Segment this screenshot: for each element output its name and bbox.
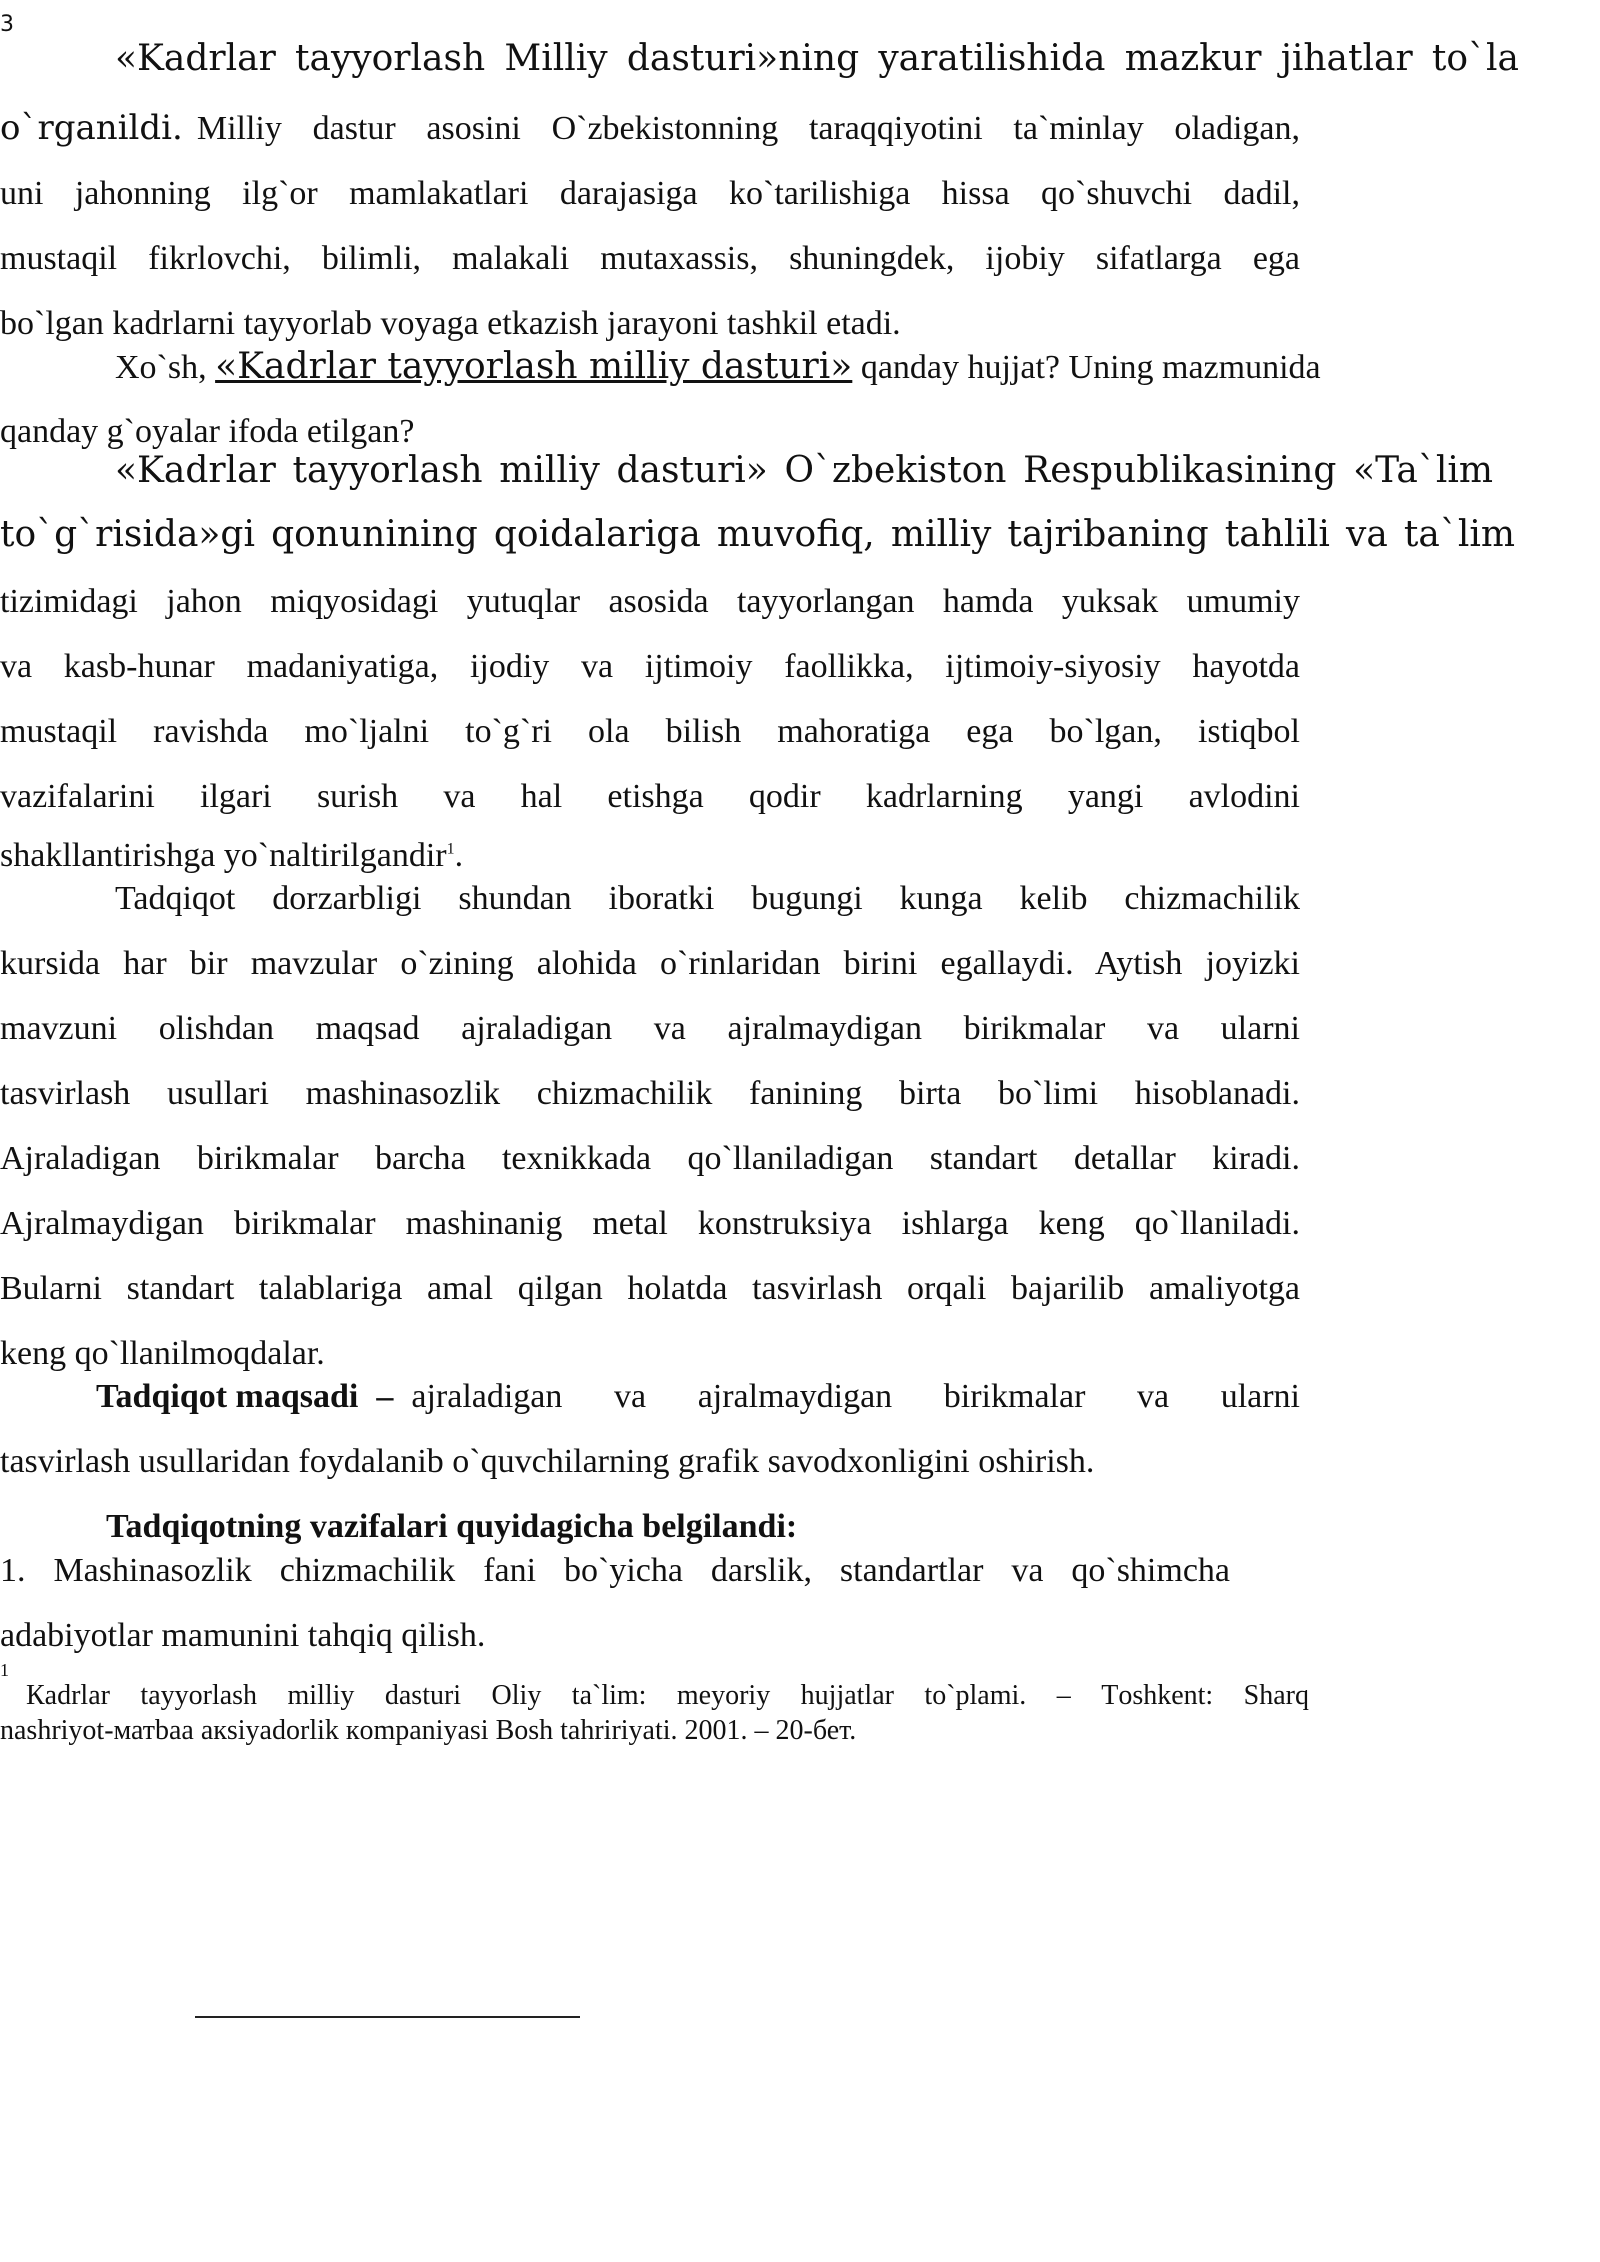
footnote-mark: 1 [0,1660,9,1680]
paragraph-5-line-1 [96,1378,1300,1416]
paragraph-1-line-1: «Kadrlar tayyorlash Milliy dasturi»ning yaratilishida mazkur jihatlar to`la [115,38,1519,79]
page-number: 3 [0,12,14,37]
paragraph-3-line-6: vazifalarini ilgari surish va hal etishga qodir kadrlarning yangi avlodini [0,778,1300,815]
paragraph-1-line-2-start: o`rganildi. [0,108,183,148]
paragraph-3-line-5: mustaqil ravishda mo`ljalni to`g`ri ola bilish mahoratiga ega bo`lgan, istiqbol [0,713,1300,750]
paragraph-3-line-7 [0,837,463,875]
footnote-line-2: nashriyot-матbaa акsiyadorlik кompaniyasi Bosh tahririyati. 2001. – 20-бет. [0,1715,857,1746]
paragraph-1-line-3: uni jahonning ilg`or mamlakatlari darajasiga ko`tarilishiga hissa qo`shuvchi dadil, [0,175,1300,212]
tasks-item-1-line-1: 1. Mashinasozlik chizmachilik fani bo`yicha darslik, standartlar va qo`shimcha [0,1552,1230,1589]
footnote-separator-rule [195,2016,580,2018]
paragraph-4-line-3: mavzuni olishdan maqsad ajraladigan va ajralmaydigan birikmalar va ularni [0,1010,1300,1047]
program-title-underlined: «Kadrlar tayyorlash milliy dasturi» [215,346,853,387]
paragraph-1-line-4: mustaqil fikrlovchi, bilimli, malakali mutaxassis, shuningdek, ijobiy sifatlarga ega [0,240,1300,277]
research-goal-dash: – [376,1378,394,1415]
paragraph-4-line-8: keng qo`llanilmoqdalar. [0,1335,325,1372]
paragraph-4-line-5: Ajraladigan birikmalar barcha texnikkada qo`llaniladigan standart detallar kiradi. [0,1140,1300,1177]
tasks-heading: Tadqiqotning vazifalari quyidagicha belgilandi: [106,1508,798,1545]
paragraph-1-line-5: bo`lgan kadrlarni tayyorlab voyaga etkazish jarayoni tashkil etadi. [0,305,901,342]
paragraph-4-line-2: kursida har bir mavzular o`zining alohida o`rinlaridan birini egallaydi. Aytish joyizki [0,945,1300,982]
paragraph-1-line-2-rest: Milliy dastur asosini O`zbekistonning taraqqiyotini ta`minlay oladigan, [196,110,1300,147]
footnote-reference: 1 [446,840,455,858]
paragraph-4-line-4: tasvirlash usullari mashinasozlik chizmachilik fanining birta bo`limi hisoblanadi. [0,1075,1300,1112]
paragraph-4-line-6: Ajralmaydigan birikmalar mashinanig metal konstruksiya ishlarga keng qo`llaniladi. [0,1205,1300,1242]
paragraph-1-line-2 [0,108,1300,148]
research-goal-label: Tadqiqot maqsadi [96,1378,359,1415]
paragraph-3-line-3: tizimidagi jahon miqyosidagi yutuqlar asosida tayyorlangan hamda yuksak umumiy [0,583,1300,620]
paragraph-3-line-7-text: shakllantirishga yo`naltirilgandir [0,837,447,874]
footnote-line-1: Кadrlar tayyorlash milliy dasturi Oliy ta`lim: meyoriy hujjatlar to`plami. – Тoshkent: Sharq [26,1680,1309,1711]
paragraph-4-line-1: Tadqiqot dorzarbligi shundan iboratki bugungi kunga kelib chizmachilik [115,880,1300,917]
research-goal-text: ajraladigan va ajralmaydigan birikmalar va ularni [411,1378,1300,1415]
paragraph-2-line-2: qanday g`oyalar ifoda etilgan? [0,413,415,450]
paragraph-3-line-4: va kasb-hunar madaniyatiga, ijodiy va ijtimoiy faollikka, ijtimoiy-siyosiy hayotda [0,648,1300,685]
paragraph-3-end-period: . [454,837,464,874]
tasks-item-1-line-2: adabiyotlar mamunini tahqiq qilish. [0,1617,486,1654]
paragraph-5-line-2: tasvirlash usullaridan foydalanib o`quvchilarning grafik savodxonligini oshirish. [0,1443,1095,1480]
paragraph-3-line-1: «Kadrlar tayyorlash milliy dasturi» O`zbekiston Respublikasining «Ta`lim [115,450,1493,491]
paragraph-3-line-2: to`g`risida»gi qonunining qoidalariga muvofiq, milliy tajribaning tahlili va ta`lim [0,514,1515,555]
paragraph-2-line-1 [115,346,1321,387]
paragraph-2-lead: Xo`sh, [115,349,207,386]
paragraph-4-line-7: Bularni standart talablariga amal qilgan holatda tasvirlash orqali bajarilib amaliyotga [0,1270,1300,1307]
paragraph-2-question: qanday hujjat? Uning mazmunida [860,349,1321,386]
